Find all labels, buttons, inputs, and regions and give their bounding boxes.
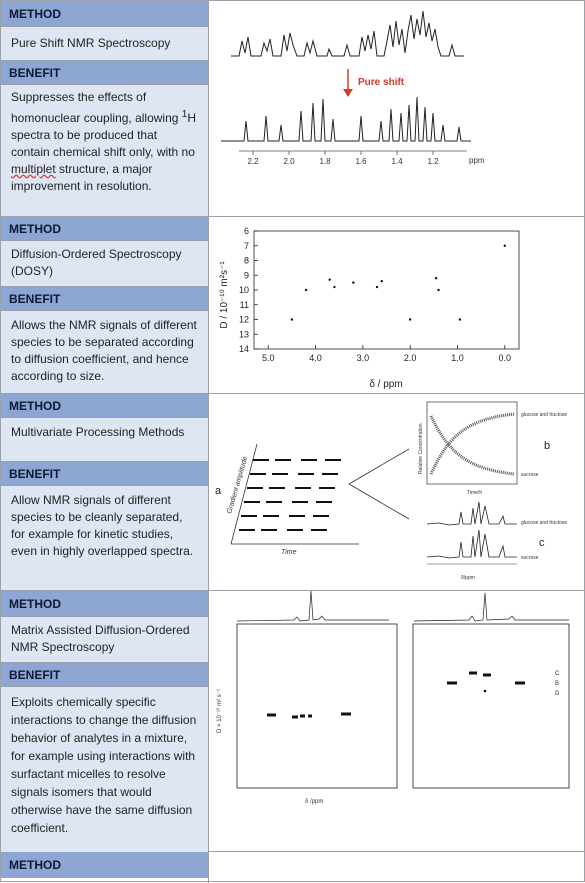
method-row-partial <box>1 852 585 883</box>
matrix-y-label: D × 10⁻¹⁰ m² s⁻¹ <box>217 689 223 733</box>
dosy-point <box>381 280 383 282</box>
dosy-y-label: D / 10⁻¹⁰ m²s⁻¹ <box>219 261 230 329</box>
benefit-header: BENEFIT <box>1 663 208 687</box>
matrix-cross-peaks-left <box>267 714 351 717</box>
kinetic-x-label: Time/h <box>467 490 483 496</box>
method-header: METHOD <box>1 591 208 617</box>
ppm-tick-label: 2.0 <box>283 157 295 166</box>
method-text-column <box>1 394 209 590</box>
benefit-text: Allow NMR signals of different species to be cleanly separated, for example for kinetic studies, even in highly overlapped spectra. <box>1 486 208 590</box>
y-tick-label: 10 <box>238 285 249 295</box>
dosy-point <box>305 289 307 291</box>
x-tick-label: 4.0 <box>309 353 322 363</box>
ppm-axis-ticks <box>247 151 439 166</box>
method-row-matrix-assisted <box>1 591 585 852</box>
dosy-point <box>409 318 411 320</box>
matrix-assisted-figure <box>209 591 585 851</box>
series-glucose-fructose-label: glucose and fructose <box>521 412 568 418</box>
side-label-c: C <box>555 671 560 677</box>
spectra-x-label: δ/ppm <box>461 575 475 581</box>
series-sucrose-label: sucrose <box>521 472 539 478</box>
benefit-header: BENEFIT <box>1 462 208 486</box>
dosy-y-ticks <box>239 226 258 354</box>
method-row-dosy <box>1 217 585 394</box>
ppm-tick-label: 1.8 <box>319 157 331 166</box>
multivariate-figure <box>209 394 585 590</box>
method-header: METHOD <box>1 852 208 878</box>
dosy-point <box>459 318 461 320</box>
dosy-x-ticks <box>262 345 511 363</box>
matrix-cross-peaks-right <box>447 673 525 683</box>
method-name: Multivariate Processing Methods <box>1 418 208 462</box>
dosy-x-label: δ / ppm <box>369 379 403 390</box>
benefit-header: BENEFIT <box>1 61 208 85</box>
method-text-column <box>1 591 209 851</box>
matrix-plot-left <box>237 624 397 788</box>
matrix-plot-right <box>413 624 569 788</box>
y-tick-label: 12 <box>238 314 249 325</box>
y-tick-label: 8 <box>243 255 249 266</box>
benefit-header: BENEFIT <box>1 287 208 311</box>
top-projection-left <box>237 591 389 621</box>
method-header: METHOD <box>1 394 208 418</box>
side-label-d: D <box>555 691 560 697</box>
ppm-tick-label: 1.4 <box>391 157 403 166</box>
time-axis-label: Time <box>281 549 297 556</box>
method-row-pure-shift <box>1 1 585 217</box>
panel-b-label: b <box>544 440 551 452</box>
spectrum-1-label: glucose and fructose <box>521 520 568 526</box>
dosy-point <box>333 286 335 288</box>
component-spectrum-1 <box>427 502 517 525</box>
gradient-axis-label: Gradient amplitude <box>226 455 250 515</box>
pure-shift-arrow-label: Pure shift <box>358 77 405 88</box>
pure-shift-figure <box>209 1 585 216</box>
dosy-point <box>376 286 378 288</box>
ppm-tick-label: 1.6 <box>355 157 367 166</box>
benefit-text: Suppresses the effects of homonuclear coupling, allowing $^1$H spectra to be produced that contain chemical shift only, with no multiplet structure, a major improvement in resolution. <box>1 85 208 216</box>
dosy-points <box>291 245 506 321</box>
ppm-unit: ppm <box>469 156 485 165</box>
dosy-point <box>435 277 437 279</box>
x-tick-label: 3.0 <box>356 353 370 363</box>
dosy-point <box>291 318 293 320</box>
empty-figure-cell <box>209 852 585 883</box>
kinetic-y-label: Relative Concentration <box>418 423 424 474</box>
component-spectrum-2 <box>427 530 517 558</box>
method-text-column <box>1 852 209 883</box>
pure-shift-spectrum <box>221 97 471 141</box>
method-header: METHOD <box>1 1 208 27</box>
gradient-spectra-stack <box>239 460 341 530</box>
dosy-point <box>352 281 354 283</box>
x-tick-label: 5.0 <box>261 353 275 363</box>
coupled-spectrum <box>231 11 464 56</box>
method-name: Pure Shift NMR Spectroscopy <box>1 27 208 61</box>
method-text-column <box>1 217 209 393</box>
dosy-point <box>329 278 331 280</box>
matrix-x-label: δ /ppm <box>305 799 324 805</box>
spectrum-2-label: sucrose <box>521 555 539 561</box>
benefit-text: Allows the NMR signals of different species to be separated according to diffusion coefficient, and hence according to size. <box>1 311 208 393</box>
method-header: METHOD <box>1 217 208 241</box>
ppm-tick-label: 1.2 <box>427 157 439 166</box>
method-name: Diffusion-Ordered Spectroscopy (DOSY) <box>1 241 208 287</box>
dosy-plot-frame <box>254 231 519 349</box>
method-name: Matrix Assisted Diffusion-Ordered NMR Spectroscopy <box>1 617 208 663</box>
top-projection-right <box>414 593 569 621</box>
method-text-column <box>1 1 209 216</box>
dosy-figure <box>209 217 585 393</box>
y-tick-label: 6 <box>243 226 249 236</box>
panel-c-label: c <box>539 537 545 549</box>
x-tick-label: 0.0 <box>498 353 512 363</box>
panel-a-label: a <box>215 485 222 497</box>
y-tick-label: 13 <box>238 329 249 340</box>
y-tick-label: 9 <box>243 270 249 281</box>
y-tick-label: 11 <box>239 299 249 310</box>
x-tick-label: 1.0 <box>451 353 464 363</box>
y-tick-label: 14 <box>238 344 249 354</box>
kinetic-falling-curve <box>431 416 514 474</box>
dosy-point <box>437 289 439 291</box>
side-label-b: B <box>555 681 560 687</box>
dosy-point <box>504 245 506 247</box>
ppm-tick-label: 2.2 <box>247 157 259 166</box>
benefit-text: Exploits chemically specific interactions to change the diffusion behavior of analytes in a mixture, for example using interactions with surfactant micelles to resolve signals isomers that would otherwise have the same diffusion coefficient. <box>1 687 208 852</box>
method-row-multivariate <box>1 394 585 591</box>
y-tick-label: 7 <box>243 240 249 251</box>
x-tick-label: 2.0 <box>403 353 417 363</box>
